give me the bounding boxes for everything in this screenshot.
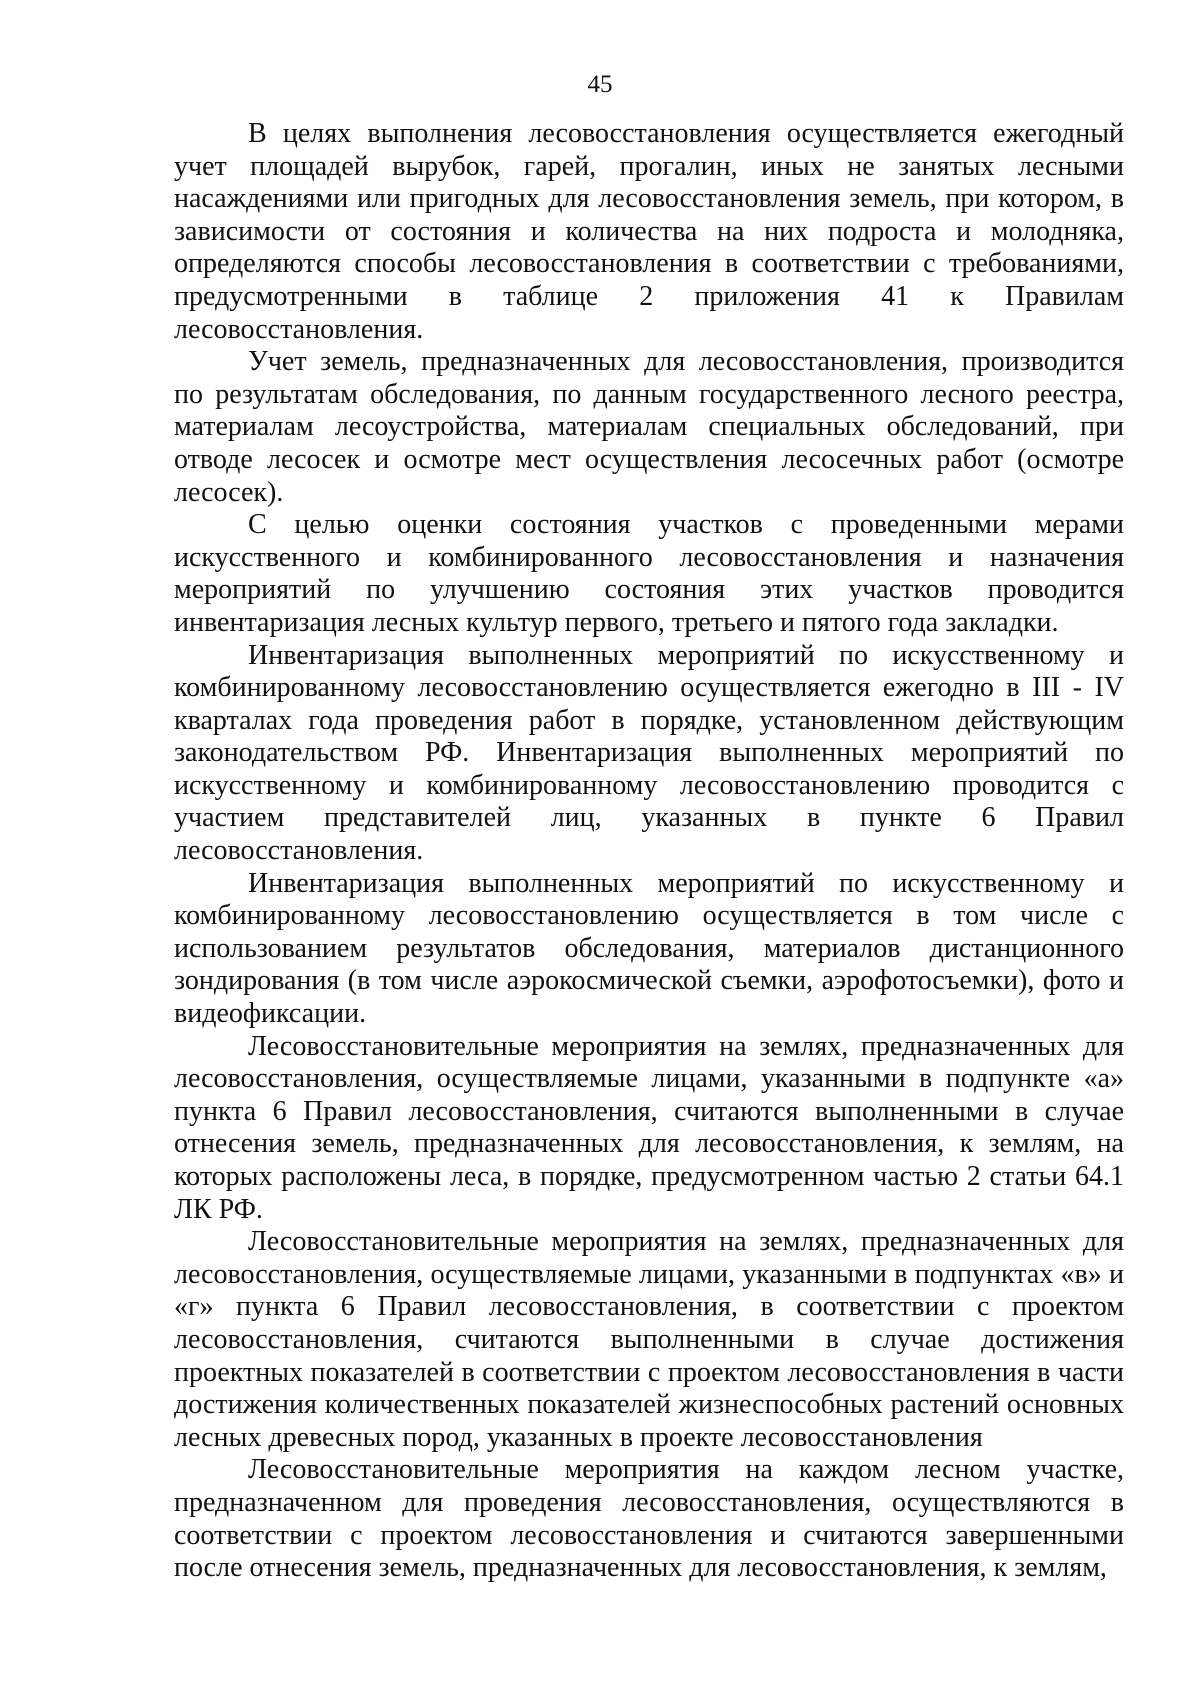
paragraph-condition-assessment: С целью оценки состояния участков с проведенными мерами искусственного и комбинированного лесовосстановления и назначения мероприятий по улучшению состояния этих участков проводится инвентаризация лесных культур первого, третьего и пятого года закладки. — [174, 509, 1124, 638]
paragraph-inventory-quarters: Инвентаризация выполненных мероприятий по искусственному и комбинированному лесовосстановлению осуществляется ежегодно в III - IV кварталах года проведения работ в порядке, установленном действующим законодательством РФ. Инвентаризация выполненных мероприятий по искусственному и комбинированному лесовосстановлению проводится с участием представителей лиц, указанных в пункте 6 Правил лесовосстановления. — [174, 639, 1124, 867]
paragraph-completion: Лесовосстановительные мероприятия на каждом лесном участке, предназначенном для проведения лесовосстановления, осуществляются в соответствии с проектом лесовосстановления и считаются завершенными после отнесения земель, предназначенных для лесовосстановления, к землям, — [174, 1454, 1124, 1584]
paragraph-subpoint-a: Лесовосстановительные мероприятия на землях, предназначенных для лесовосстановления, осуществляемые лицами, указанными в подпункте «а» пункта 6 Правил лесовосстановления, считаются выполненными в случае отнесения земель, предназначенных для лесовосстановления, к землям, на которых расположены леса, в порядке, предусмотренном частью 2 статьи 64.1 ЛК РФ. — [174, 1030, 1124, 1225]
body-text — [174, 118, 1124, 1585]
paragraph-inventory-methods: Инвентаризация выполненных мероприятий по искусственному и комбинированному лесовосстановлению осуществляется в том числе с использованием результатов обследования, материалов дистанционного зондирования (в том числе аэрокосмической съемки, аэрофотосъемки), фото и видеофиксации. — [174, 867, 1124, 1030]
paragraph-land-accounting: Учет земель, предназначенных для лесовосстановления, производится по результатам обследования, по данным государственного лесного реестра, материалам лесоустройства, материалам специальных обследований, при отводе лесосек и осмотре мест осуществления лесосечных работ (осмотре лесосек). — [174, 346, 1124, 508]
paragraph-subpoints-v-g: Лесовосстановительные мероприятия на землях, предназначенных для лесовосстановления, осуществляемые лицами, указанными в подпунктах «в» и «г» пункта 6 Правил лесовосстановления, в соответствии с проектом лесовосстановления, считаются выполненными в случае достижения проектных показателей в соответствии с проектом лесовосстановления в части достижения количественных показателей жизнеспособных растений основных лесных древесных пород, указанных в проекте лесовосстановления — [174, 1226, 1124, 1453]
page-number: 45 — [587, 71, 613, 98]
paragraph-annual-accounting: В целях выполнения лесовосстановления осуществляется ежегодный учет площадей вырубок, гарей, прогалин, иных не занятых лесными насаждениями или пригодных для лесовосстановления земель, при котором, в зависимости от состояния и количества на них подроста и молодняка, определяются способы лесовосстановления в соответствии с требованиями, предусмотренными в таблице 2 приложения 41 к Правилам лесовосстановления. — [174, 118, 1124, 345]
